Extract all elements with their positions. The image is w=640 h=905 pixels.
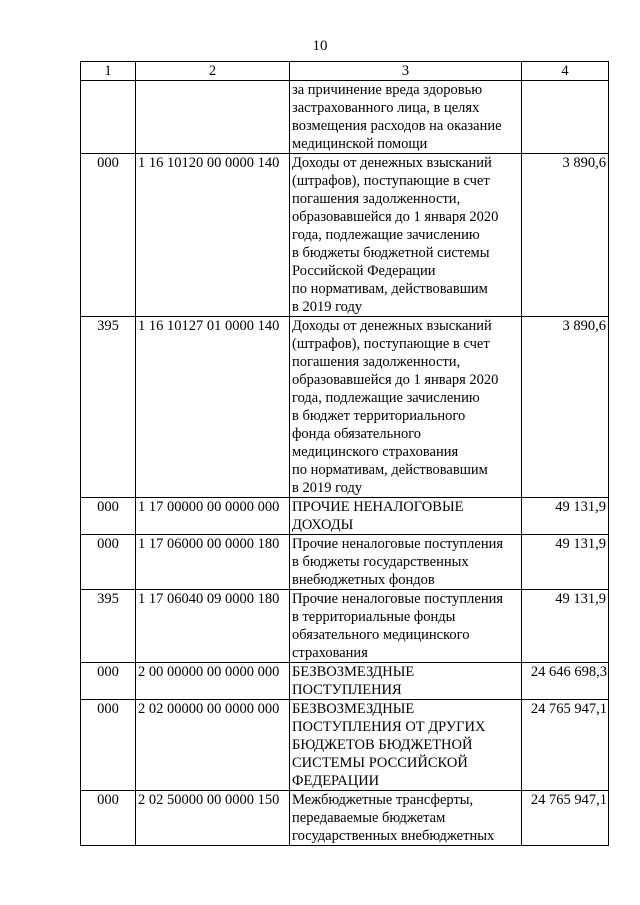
revenue-name-line: Доходы от денежных взысканий xyxy=(292,155,492,171)
admin-code-cell: 395 xyxy=(81,317,136,498)
column-header-4: 4 xyxy=(522,62,609,81)
table-header-row xyxy=(81,62,609,81)
revenue-name-line: внебюджетных фондов xyxy=(292,572,435,588)
revenue-name-line: медицинского страхования xyxy=(292,444,459,460)
revenue-name-line: фонда обязательного xyxy=(292,426,422,442)
revenue-name-line: в бюджет территориального xyxy=(292,408,466,424)
admin-code-cell: 000 xyxy=(81,700,136,791)
admin-code-cell: 000 xyxy=(81,154,136,317)
amount-cell: 49 131,9 xyxy=(522,590,609,663)
budget-classification-code-cell: 1 17 06040 09 0000 180 xyxy=(136,590,290,663)
revenue-name-line: Прочие неналоговые поступления xyxy=(292,536,504,552)
revenue-name-line: обязательного медицинского xyxy=(292,627,470,643)
table-row xyxy=(81,535,609,590)
revenue-name-cell xyxy=(290,663,522,700)
admin-code-cell: 000 xyxy=(81,791,136,846)
revenue-name-line: образовавшейся до 1 января 2020 xyxy=(292,209,499,225)
revenue-name-line: БЕЗВОЗМЕЗДНЫЕ xyxy=(292,701,415,717)
amount-cell: 49 131,9 xyxy=(522,535,609,590)
revenue-name-line: в 2019 году xyxy=(292,480,363,496)
revenue-name-line: медицинской помощи xyxy=(292,136,428,152)
revenue-name-line: за причинение вреда здоровью xyxy=(292,82,483,98)
admin-code-cell: 000 xyxy=(81,663,136,700)
revenue-name-line: в бюджеты государственных xyxy=(292,554,469,570)
table-row xyxy=(81,791,609,846)
admin-code-cell: 000 xyxy=(81,498,136,535)
amount-cell: 24 646 698,3 xyxy=(522,663,609,700)
revenue-name-line: ФЕДЕРАЦИИ xyxy=(292,773,380,789)
revenue-name-line: Российской Федерации xyxy=(292,263,436,279)
budget-classification-code-cell: 1 17 06000 00 0000 180 xyxy=(136,535,290,590)
amount-cell: 24 765 947,1 xyxy=(522,791,609,846)
amount-cell: 24 765 947,1 xyxy=(522,700,609,791)
revenue-name-line: передаваемые бюджетам xyxy=(292,810,446,826)
revenue-name-line: ДОХОДЫ xyxy=(292,517,354,533)
table-row xyxy=(81,590,609,663)
revenue-name-line: Межбюджетные трансферты, xyxy=(292,792,474,808)
revenue-name-line: погашения задолженности, xyxy=(292,191,461,207)
revenue-name-line: Прочие неналоговые поступления xyxy=(292,591,504,607)
admin-code-cell: 000 xyxy=(81,535,136,590)
table-row xyxy=(81,81,609,154)
budget-classification-code-cell: 2 02 00000 00 0000 000 xyxy=(136,700,290,791)
revenue-name-line: (штрафов), поступающие в счет xyxy=(292,336,490,352)
revenue-name-line: возмещения расходов на оказание xyxy=(292,118,502,134)
amount-cell xyxy=(522,81,609,154)
revenue-name-line: застрахованного лица, в целях xyxy=(292,100,480,116)
budget-classification-code-cell xyxy=(136,81,290,154)
budget-classification-code-cell: 2 00 00000 00 0000 000 xyxy=(136,663,290,700)
revenue-name-cell xyxy=(290,81,522,154)
revenue-name-line: Доходы от денежных взысканий xyxy=(292,318,492,334)
budget-classification-code-cell: 1 16 10120 00 0000 140 xyxy=(136,154,290,317)
revenue-name-cell xyxy=(290,154,522,317)
revenue-name-cell xyxy=(290,590,522,663)
revenue-name-cell xyxy=(290,535,522,590)
revenue-name-line: по нормативам, действовавшим xyxy=(292,462,488,478)
revenue-name-line: года, подлежащие зачислению xyxy=(292,390,480,406)
budget-classification-code-cell: 1 16 10127 01 0000 140 xyxy=(136,317,290,498)
revenue-name-line: страхования xyxy=(292,645,368,661)
revenue-name-line: по нормативам, действовавшим xyxy=(292,281,488,297)
revenue-name-line: (штрафов), поступающие в счет xyxy=(292,173,490,189)
revenue-name-line: ПОСТУПЛЕНИЯ ОТ ДРУГИХ xyxy=(292,719,486,735)
revenue-name-line: образовавшейся до 1 января 2020 xyxy=(292,372,499,388)
revenue-name-line: ПРОЧИЕ НЕНАЛОГОВЫЕ xyxy=(292,499,464,515)
budget-classification-code-cell: 1 17 00000 00 0000 000 xyxy=(136,498,290,535)
revenue-name-line: БЮДЖЕТОВ БЮДЖЕТНОЙ xyxy=(292,737,473,753)
budget-classification-code-cell: 2 02 50000 00 0000 150 xyxy=(136,791,290,846)
table-row xyxy=(81,498,609,535)
amount-cell: 3 890,6 xyxy=(522,154,609,317)
amount-cell: 3 890,6 xyxy=(522,317,609,498)
table-row xyxy=(81,154,609,317)
revenue-name-line: года, подлежащие зачислению xyxy=(292,227,480,243)
table-row xyxy=(81,663,609,700)
revenue-name-cell xyxy=(290,791,522,846)
admin-code-cell: 395 xyxy=(81,590,136,663)
revenue-name-line: СИСТЕМЫ РОССИЙСКОЙ xyxy=(292,755,468,771)
page-number: 10 xyxy=(312,38,328,54)
table-body xyxy=(81,81,609,846)
column-header-2: 2 xyxy=(136,62,290,81)
revenue-name-line: в территориальные фонды xyxy=(292,609,456,625)
revenue-name-line: государственных внебюджетных xyxy=(292,828,495,844)
table-row xyxy=(81,317,609,498)
column-header-1: 1 xyxy=(81,62,136,81)
revenue-name-line: в 2019 году xyxy=(292,299,363,315)
revenue-name-cell xyxy=(290,317,522,498)
admin-code-cell xyxy=(81,81,136,154)
revenue-name-line: ПОСТУПЛЕНИЯ xyxy=(292,682,402,698)
table-row xyxy=(81,700,609,791)
revenue-name-cell xyxy=(290,700,522,791)
revenue-table xyxy=(80,61,609,846)
revenue-name-line: БЕЗВОЗМЕЗДНЫЕ xyxy=(292,664,415,680)
revenue-name-line: погашения задолженности, xyxy=(292,354,461,370)
revenue-name-cell xyxy=(290,498,522,535)
column-header-3: 3 xyxy=(290,62,522,81)
amount-cell: 49 131,9 xyxy=(522,498,609,535)
revenue-name-line: в бюджеты бюджетной системы xyxy=(292,245,490,261)
